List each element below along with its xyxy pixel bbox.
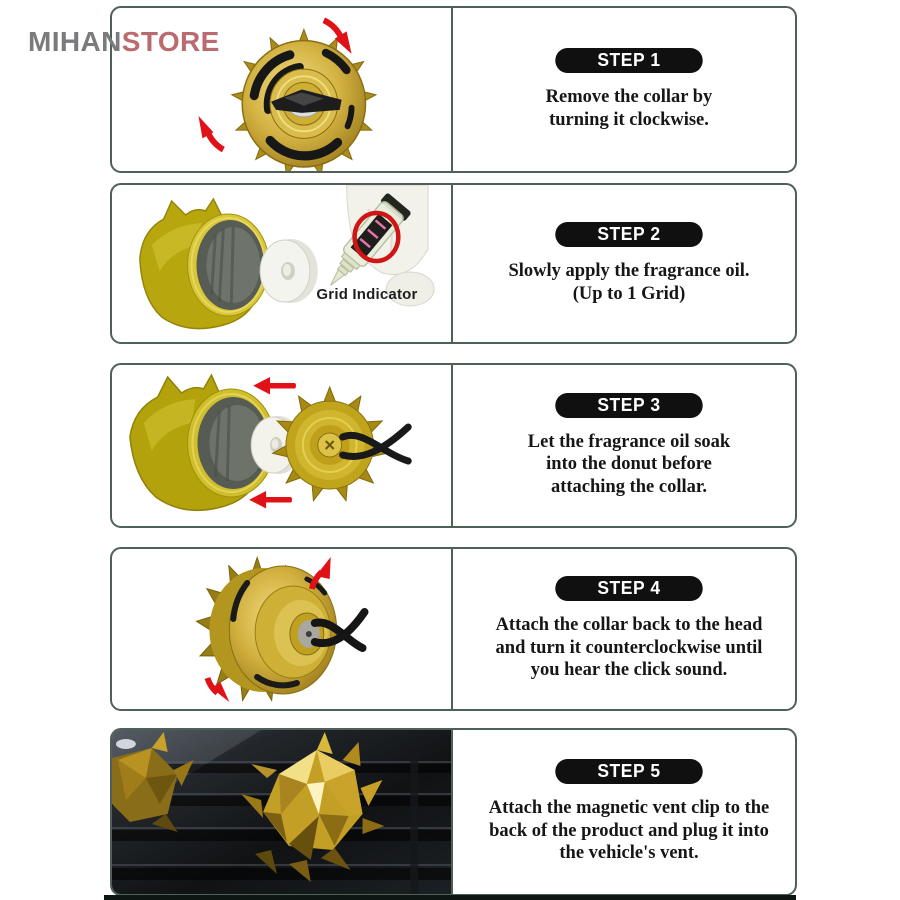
step-text-line: Remove the collar by (545, 87, 713, 107)
step-3-badge (555, 393, 702, 418)
step-badge-label: STEP 1 (597, 50, 661, 70)
head-shell-illustration (140, 199, 269, 329)
step-3-text-panel (453, 365, 795, 526)
step-3-instructions (528, 431, 730, 499)
gold-gear-collar (231, 29, 377, 171)
step-4-badge (555, 576, 702, 601)
step-1-badge (555, 48, 702, 73)
step-4-text-panel (453, 549, 795, 709)
apply-oil-illustration (112, 185, 451, 342)
exploded-view-illustration (112, 365, 451, 526)
step-badge-label: STEP 3 (597, 394, 661, 415)
step-2-row (110, 183, 797, 344)
step-text-line: Attach the collar back to the head (495, 615, 763, 636)
step-text-line: Attach the magnetic vent clip to the (488, 798, 770, 819)
step-text-line: you hear the click sound. (530, 660, 728, 681)
step-text-line: (Up to 1 Grid) (572, 283, 686, 304)
step-text-line: turning it clockwise. (549, 109, 709, 130)
step-3-row (110, 363, 797, 528)
step-text-line: attaching the collar. (550, 476, 708, 497)
step-5-row (110, 728, 797, 896)
step-4-instructions (496, 614, 763, 682)
step-text-line: Slowly apply the fragrance oil. (508, 261, 750, 281)
step-2-illustration (112, 185, 453, 342)
step-2-badge (555, 222, 702, 247)
arrow-left-icon (253, 377, 296, 395)
step-text-line: the vehicle's vent. (559, 843, 699, 864)
step-2-instructions (508, 260, 749, 305)
cropped-next-section-edge (104, 895, 796, 900)
step-5-instructions (489, 797, 770, 865)
step-5-text-panel (453, 730, 795, 894)
step-4-row (110, 547, 797, 711)
step-badge-label: STEP 5 (597, 761, 661, 782)
brand-logo (28, 26, 220, 58)
step-badge-label: STEP 2 (597, 224, 661, 244)
arrow-up-right-icon (312, 557, 331, 589)
step-badge-label: STEP 4 (597, 578, 661, 599)
step-4-illustration (112, 549, 453, 709)
light-glint (116, 739, 136, 749)
step-2-text-panel (453, 185, 795, 342)
brand-logo-gray-part: MIHAN (28, 26, 122, 57)
rotate-clockwise-arrow-icon (198, 116, 223, 150)
step-1-instructions (546, 86, 713, 131)
arrow-left-icon (249, 491, 292, 509)
product-on-vent-photo (112, 730, 451, 894)
step-text-line: back of the product and plug it into (489, 820, 769, 841)
step-text-line: into the donut before (546, 454, 712, 475)
grid-indicator-label: Grid Indicator (316, 286, 418, 303)
step-5-illustration (112, 730, 453, 894)
step-1-text-panel (453, 8, 795, 171)
step-text-line: Let the fragrance oil soak (527, 431, 731, 452)
step-text-line: and turn it counterclockwise until (495, 637, 763, 658)
collar-side-illustration (112, 549, 451, 709)
step-5-badge (555, 759, 702, 784)
step-3-illustration (112, 365, 453, 526)
brand-logo-red-part: STORE (121, 26, 220, 57)
